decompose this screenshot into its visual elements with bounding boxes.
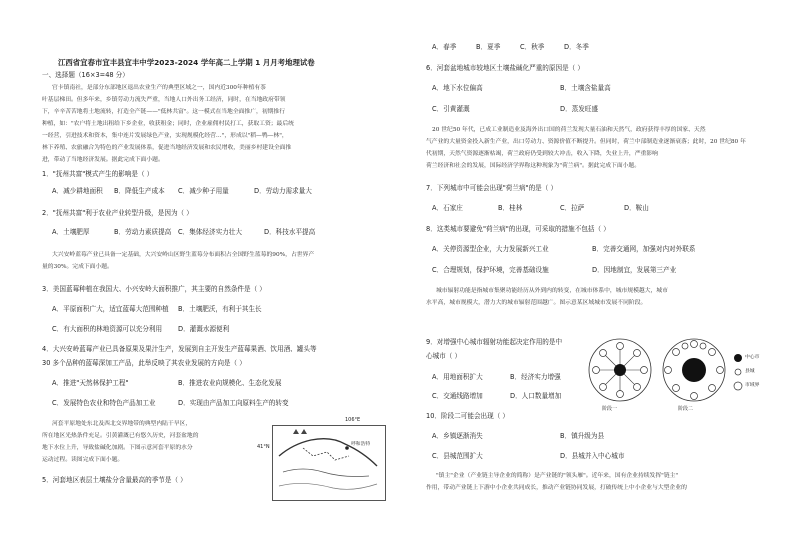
passage-line: 作用，带动产业链上下游中小企业共同成长，推动产业链协同发展，打破传统上中小企业与大型企业的 [426,485,687,491]
question-4-cont: 30 多个品种的蓝莓深加工产品，此举反映了其农业发展的方向是（ ） [42,359,246,367]
option[interactable]: D．蒸发旺盛 [560,105,599,113]
section-heading: 一、选择题（16×3=48 分） [42,71,129,79]
stage-one-label: 阶段一 [602,406,618,412]
question-3: 3．美国蓝莓种植在我国大、小兴安岭大面积推广，其主要的自然条件是（ ） [42,285,266,293]
passage-line: 城市辐射功能是指城市集聚功能经历从外到内的转变，在城市体系中，城市规模越大，城市 [436,288,668,294]
option[interactable]: B．桂林 [498,204,523,212]
city-dot [345,446,349,450]
option[interactable]: C．交通线路增加 [432,392,483,400]
stage-one-group [589,339,651,401]
passage-line: 水平高，城市规模大，潜力大的城市辐射范围越广。图示意某区域城市发展不同阶段。 [426,300,647,306]
legend-boundary: 市域界 [745,383,760,388]
option[interactable]: B．镇升级为县 [560,432,605,440]
option[interactable]: D．实现由产品加工向原料生产的转变 [178,399,289,407]
option[interactable]: C．减少种子用量 [178,187,229,195]
map-city-label: 呼和浩特 [351,442,371,447]
option[interactable]: D．鞍山 [624,204,649,212]
passage-line: 林下养殖、农旅融合为特色的产业发展体系，促进当地经济发展和农民增收，美丽乡村建设全面推 [42,145,292,151]
option[interactable]: D．冬季 [564,43,589,51]
boundary-line [283,469,369,477]
city-stage-diagram [586,330,782,416]
option[interactable]: B．劳动力素质提高 [114,228,172,236]
option[interactable]: A．关停资源型企业，大力发展新兴工业 [432,245,549,253]
passage-line: 20 世纪50 年代，已成工业制造业及海外出口国的荷兰发现大量石油和天然气，政府获得丰厚的国家、天然 [432,127,706,133]
legend-center-city: 中心市 [745,355,760,360]
question-8: 8．这类城市要避免"荷兰病"的出现，可采取的措施不包括（ ） [426,225,610,233]
option[interactable]: B．降低生产成本 [114,187,165,195]
passage-line: 下，辛辛苦苦地将土地流转，打造全产链——"低林共富"。这一模式在当地全面推广，初期推行 [42,109,286,115]
question-2: 2．"抚州共富"利于农业产业转型升级，是因为（ ） [42,209,193,217]
legend-group [734,354,742,390]
option[interactable]: B．经济实力增强 [510,373,561,381]
option[interactable]: A．春季 [432,43,457,51]
passage-line: 大兴安岭蓝莓产业已具备一定基础，大兴安岭山区野生蓝莓分布面积占全国野生蓝莓的90%，占世界产 [52,252,315,258]
option[interactable]: D．劳动力需求量大 [254,187,312,195]
option[interactable]: B．夏季 [476,43,501,51]
passage-line: 种植，如："农户将土地出租给下乡企业，收获租金；同时，企业雇佣村民打工，获取工资；最后统 [42,121,294,127]
passage-line: 所在地区光热条件充足。引黄灌溉已有悠久历史，河套盆地的 [42,433,199,439]
map-graphic [273,426,385,500]
railway-line [303,448,349,460]
option[interactable]: D．灌溉水源便利 [178,325,230,333]
option[interactable]: A．平原面积广大，适宜蓝莓大范围种植 [52,305,169,313]
passage-line: 运动过程。读图完成下面小题。 [42,457,124,463]
contour-line [279,483,377,489]
map-lat-label: 41°N [257,444,270,450]
option[interactable]: A．地下水位偏高 [432,84,483,92]
passage-line: 官卡镇南社，是部分东部地区退出农业生产的典型区域之一，国内近300年种植有茶 [52,85,266,91]
mountain-icon [293,429,307,434]
question-9: 9．对增强中心城市辐射功能起决定作用的是中 [426,338,563,346]
stage-two-group [663,339,725,401]
passage-line: "镇主"企业（产业链主导企业的简称）是产业链的"领头雁"。近年来，国有企业持续发挥"链主" [436,473,679,479]
passage-line: 气产业的大量资金投入新生产业，出口劳动力、资源价值不断提升。但同时，荷兰中部制造业逐渐衰落；此时，20 世纪80 年 [426,139,746,145]
passage-line: 叶基层梯田。但多年来，乡镇劳动力流失严重，当地人口外出务工经济，同时，在当地政府带领 [42,97,286,103]
passage-line: 进，带动了当地经济发展。据此完成下面小题。 [42,157,164,163]
option[interactable]: A．乡镇逐渐消失 [432,432,483,440]
question-9-cont: 心城市（ ） [426,352,462,360]
option[interactable]: C．秋季 [520,43,545,51]
option[interactable]: A．石家庄 [432,204,463,212]
option[interactable]: D．科技水平提高 [264,228,316,236]
passage-line: 地下水位上升，导致盐碱化加剧。下图示意河套平原的水分 [42,445,193,451]
question-5: 5．河套地区表层土壤盐分含量最高的季节是（ ） [42,476,187,484]
option[interactable]: C．合理规划，保护环境，完善基础设施 [432,266,549,274]
question-6: 6．河套盆地城市较地区土壤盐碱化严重的原因是（ ） [426,64,584,72]
option[interactable]: B．土壤肥沃，有利于其生长 [178,305,262,313]
option[interactable]: A．减少耕地面积 [52,187,103,195]
option[interactable]: B．推进农业向规模化、生态化发展 [178,379,282,387]
option[interactable]: C．有大面积的林地资源可以充分利用 [52,325,163,333]
option[interactable]: C．拉萨 [560,204,585,212]
option[interactable]: C．发展特色农业和特色产品加工业 [52,399,156,407]
option[interactable]: A．用地面积扩大 [432,373,483,381]
legend-county: 县城 [745,369,755,374]
passage-line: 量的30%。完成下面小题。 [42,264,113,270]
map-lon-label: 106°E [345,417,361,423]
option[interactable]: D．人口数量增加 [510,392,562,400]
option[interactable]: A．推进"天然林保护工程" [52,379,129,387]
option[interactable]: D．县城并入中心城市 [560,452,625,460]
stage-two-label: 阶段二 [678,406,694,412]
option[interactable]: A．土壤肥厚 [52,228,90,236]
question-7: 7．下列城市中可能会出现"荷兰病"的是（ ） [426,184,558,192]
option[interactable]: C．引黄灌溉 [432,105,470,113]
option[interactable]: D．因地制宜，发展第三产业 [592,266,677,274]
question-10: 10．阶段二可能会出现（ ） [426,412,510,420]
hetao-map [257,417,386,501]
option[interactable]: B．完善交通网，加强对内对外联系 [592,245,696,253]
passage-line: 代初期，天然气资源逐渐枯竭，荷兰政府仍受到较大冲击，收入下降，失业上升，严重影响 [426,151,658,157]
passage-line: 荷兰经济和社会的发展，国际经济学界称这种现象为"荷兰病"。据此完成下面小题。 [426,163,641,169]
question-4: 4．大兴安岭蓝莓产业已具备原果及果汁生产，发展到自主开发生产蓝莓果酒、饮用酒、罐头等 [42,345,317,353]
option[interactable]: C．县城范围扩大 [432,452,483,460]
page-title: 江西省宜春市宜丰县宜丰中学2023-2024 学年高二上学期 1 月月考地理试卷 [58,58,315,67]
option[interactable]: B．土壤含盐量高 [560,84,611,92]
passage-line: 一经营，引进技术和资本，集中连片发展绿色产业，实现规模化经营…"，形成以"稻—鸭—林"， [42,133,288,139]
passage-line: 河套平原地处东北及西北交界地带的典型内陆干旱区， [52,421,192,427]
option[interactable]: C．集体经济实力壮大 [178,228,242,236]
question-1: 1．"抚州共富"模式产生的影响是（ ） [42,170,154,178]
